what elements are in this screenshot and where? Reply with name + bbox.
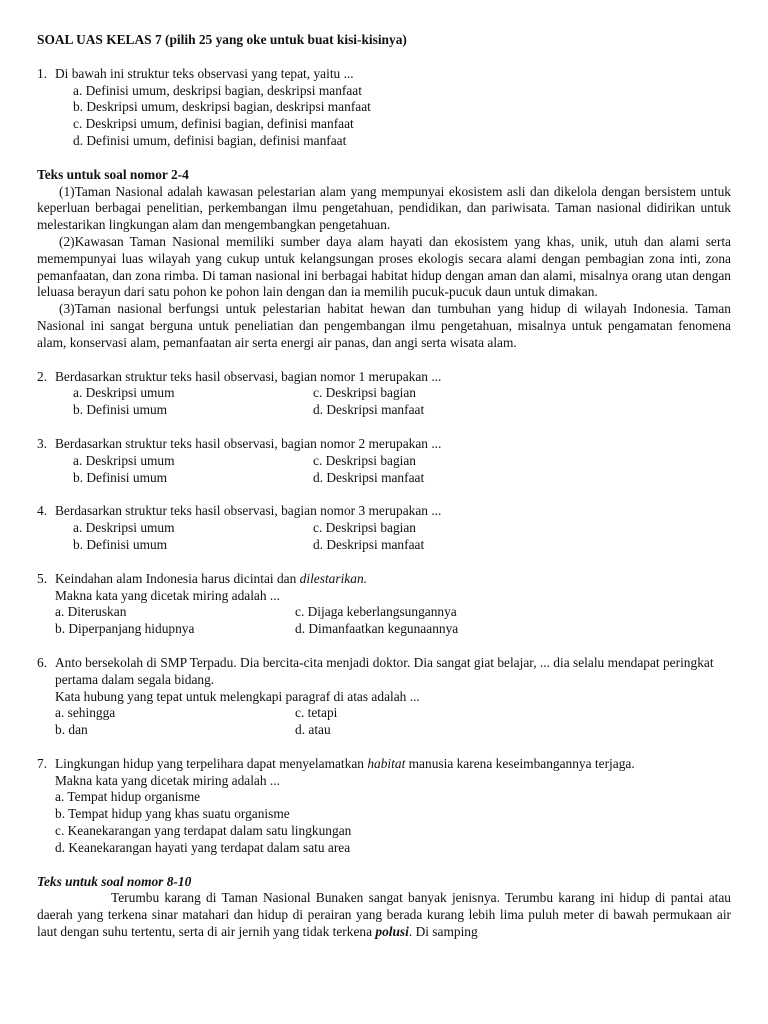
question-6 (37, 655, 731, 739)
option-a: a. Deskripsi umum (73, 385, 175, 401)
question-number: 1. (37, 65, 48, 81)
option-d: d. atau (295, 722, 331, 738)
question-subtext: Kata hubung yang tepat untuk melengkapi paragraf di atas adalah ... (55, 688, 420, 704)
question-text-part: manusia karena keseimbangannya terjaga. (405, 755, 635, 771)
passage-heading: Teks untuk soal nomor 8-10 (37, 873, 192, 889)
option-c: c. Deskripsi bagian (313, 452, 417, 468)
question-4 (37, 503, 731, 553)
question-subtext: Makna kata yang dicetak miring adalah ... (55, 587, 280, 603)
question-number: 7. (37, 755, 48, 771)
question-text (55, 571, 731, 588)
option-a: a. Diteruskan (55, 604, 127, 620)
question-number: 4. (37, 503, 48, 519)
option-a: a. Deskripsi umum (73, 452, 175, 468)
question-text: Berdasarkan struktur teks hasil observasi, bagian nomor 2 merupakan ... (55, 435, 442, 451)
question-text-part: Keindahan alam Indonesia harus dicintai dan (55, 570, 300, 586)
question-subtext: Makna kata yang dicetak miring adalah ... (55, 772, 280, 788)
question-2 (37, 369, 731, 419)
option-a: a. Definisi umum, deskripsi bagian, deskripsi manfaat (73, 82, 362, 98)
question-5 (37, 571, 731, 638)
option-c: c. Deskripsi bagian (313, 385, 417, 401)
option-b: b. Tempat hidup yang khas suatu organisme (55, 806, 290, 822)
option-c: c. Dijaga keberlangsungannya (295, 604, 457, 620)
question-number: 6. (37, 654, 48, 670)
question-number: 5. (37, 570, 48, 586)
paragraph-2 (37, 234, 731, 301)
option-b: b. Definisi umum (73, 402, 168, 418)
option-c: c. Deskripsi bagian (313, 520, 417, 536)
italic-word: dilestarikan. (299, 570, 367, 586)
option-d: d. Dimanfaatkan kegunaannya (295, 621, 459, 637)
option-b: b. Definisi umum (73, 536, 168, 552)
document-title: SOAL UAS KELAS 7 (pilih 25 yang oke untuk buat kisi-kisinya) (37, 32, 407, 47)
paragraph-text: Terumbu karang di Taman Nasional Bunaken sangat banyak jenisnya. Terumbu karang ini hidup di pantai atau daerah yang terkena sinar matahari dan hidup di perairan yang berada kurang lebih lima puluh meter di bawah permukaan air laut dengan suhu tertentu, serta di air jernih yang tidak terkena (37, 890, 731, 940)
option-d: d. Deskripsi manfaat (313, 469, 425, 485)
bold-italic-word: polusi (375, 924, 409, 940)
option-d: d. Deskripsi manfaat (313, 536, 425, 552)
question-number: 3. (37, 435, 48, 451)
paragraph-text: (3)Taman nasional berfungsi untuk pelestarian habitat hewan dan tumbuhan yang hidup di wilayah Indonesia. Taman Nasional ini sangat berguna untuk peneliatian dan pengembangan ilmu pengetahuan, misalnya untuk pengamatan fenomena alam, konservasi alam, pemanfaatan air serta energi air panas, dan angi serta wisata alam. (37, 301, 731, 350)
passage-heading: Teks untuk soal nomor 2-4 (37, 166, 189, 182)
paragraph-text: (1)Taman Nasional adalah kawasan pelestarian alam yang mempunyai ekosistem asli dan dikelola dengan bersistem untuk keperluan berbagai penelitian, perkembangan ilmu pengetahuan, pendidikan, dan pariwisata. Taman nasional didirikan untuk melestarikan lingkungan alam dan mengembangkan pengetahuan. (37, 183, 731, 233)
option-b: b. Deskripsi umum, deskripsi bagian, deskripsi manfaat (73, 99, 371, 115)
option-d: d. Keanekarangan hayati yang terdapat dalam satu area (55, 839, 351, 855)
question-text: Berdasarkan struktur teks hasil observasi, bagian nomor 1 merupakan ... (55, 368, 442, 384)
question-number: 2. (37, 368, 48, 384)
question-text-part: Lingkungan hidup yang terpelihara dapat menyelamatkan (55, 755, 368, 771)
paragraph-3 (37, 301, 731, 351)
option-b: b. dan (55, 722, 88, 738)
option-c: c. tetapi (295, 705, 338, 721)
question-text: Di bawah ini struktur teks observasi yang tepat, yaitu ... (55, 65, 354, 81)
paragraph-text: . Di samping (408, 924, 478, 940)
option-a: a. sehingga (55, 705, 116, 721)
question-1 (37, 66, 731, 150)
paragraph-1 (37, 184, 731, 234)
question-text: Berdasarkan struktur teks hasil observasi, bagian nomor 3 merupakan ... (55, 503, 442, 519)
option-b: b. Definisi umum (73, 469, 168, 485)
option-c: c. Deskripsi umum, definisi bagian, definisi manfaat (73, 116, 354, 132)
option-a: a. Deskripsi umum (73, 520, 175, 536)
paragraph-text: (2)Kawasan Taman Nasional memiliki sumber daya alam hayati dan ekosistem yang khas, unik, utuh dan alami serta memempunyai luas wilayah yang cukup untuk kelangsungan proses ekologis secara alami dengan pembagian zona inti, zona pemanfaatan, dan zona rimba. Di taman nasional ini berbagai habitat hidup dengan aman dan alami, misalnya orang utan dengan leluasa berayun dari satu pohon ke pohon lain dengan dan ia memilih pucuk-pucuk daun untuk dimakan. (37, 233, 731, 300)
question-3 (37, 436, 731, 486)
question-7 (37, 756, 731, 857)
option-c: c. Keanekarangan yang terdapat dalam satu lingkungan (55, 823, 352, 839)
option-a: a. Tempat hidup organisme (55, 789, 201, 805)
paragraph-4 (37, 890, 731, 940)
question-text (55, 756, 731, 773)
question-text: Anto bersekolah di SMP Terpadu. Dia bercita-cita menjadi doktor. Dia sangat giat belajar, ... dia selalu mendapat peringkat pertama dalam segala bidang. (55, 654, 714, 687)
italic-word: habitat (367, 755, 406, 771)
option-b: b. Diperpanjang hidupnya (55, 621, 195, 637)
option-d: d. Deskripsi manfaat (313, 402, 425, 418)
option-d: d. Definisi umum, definisi bagian, definisi manfaat (73, 132, 347, 148)
